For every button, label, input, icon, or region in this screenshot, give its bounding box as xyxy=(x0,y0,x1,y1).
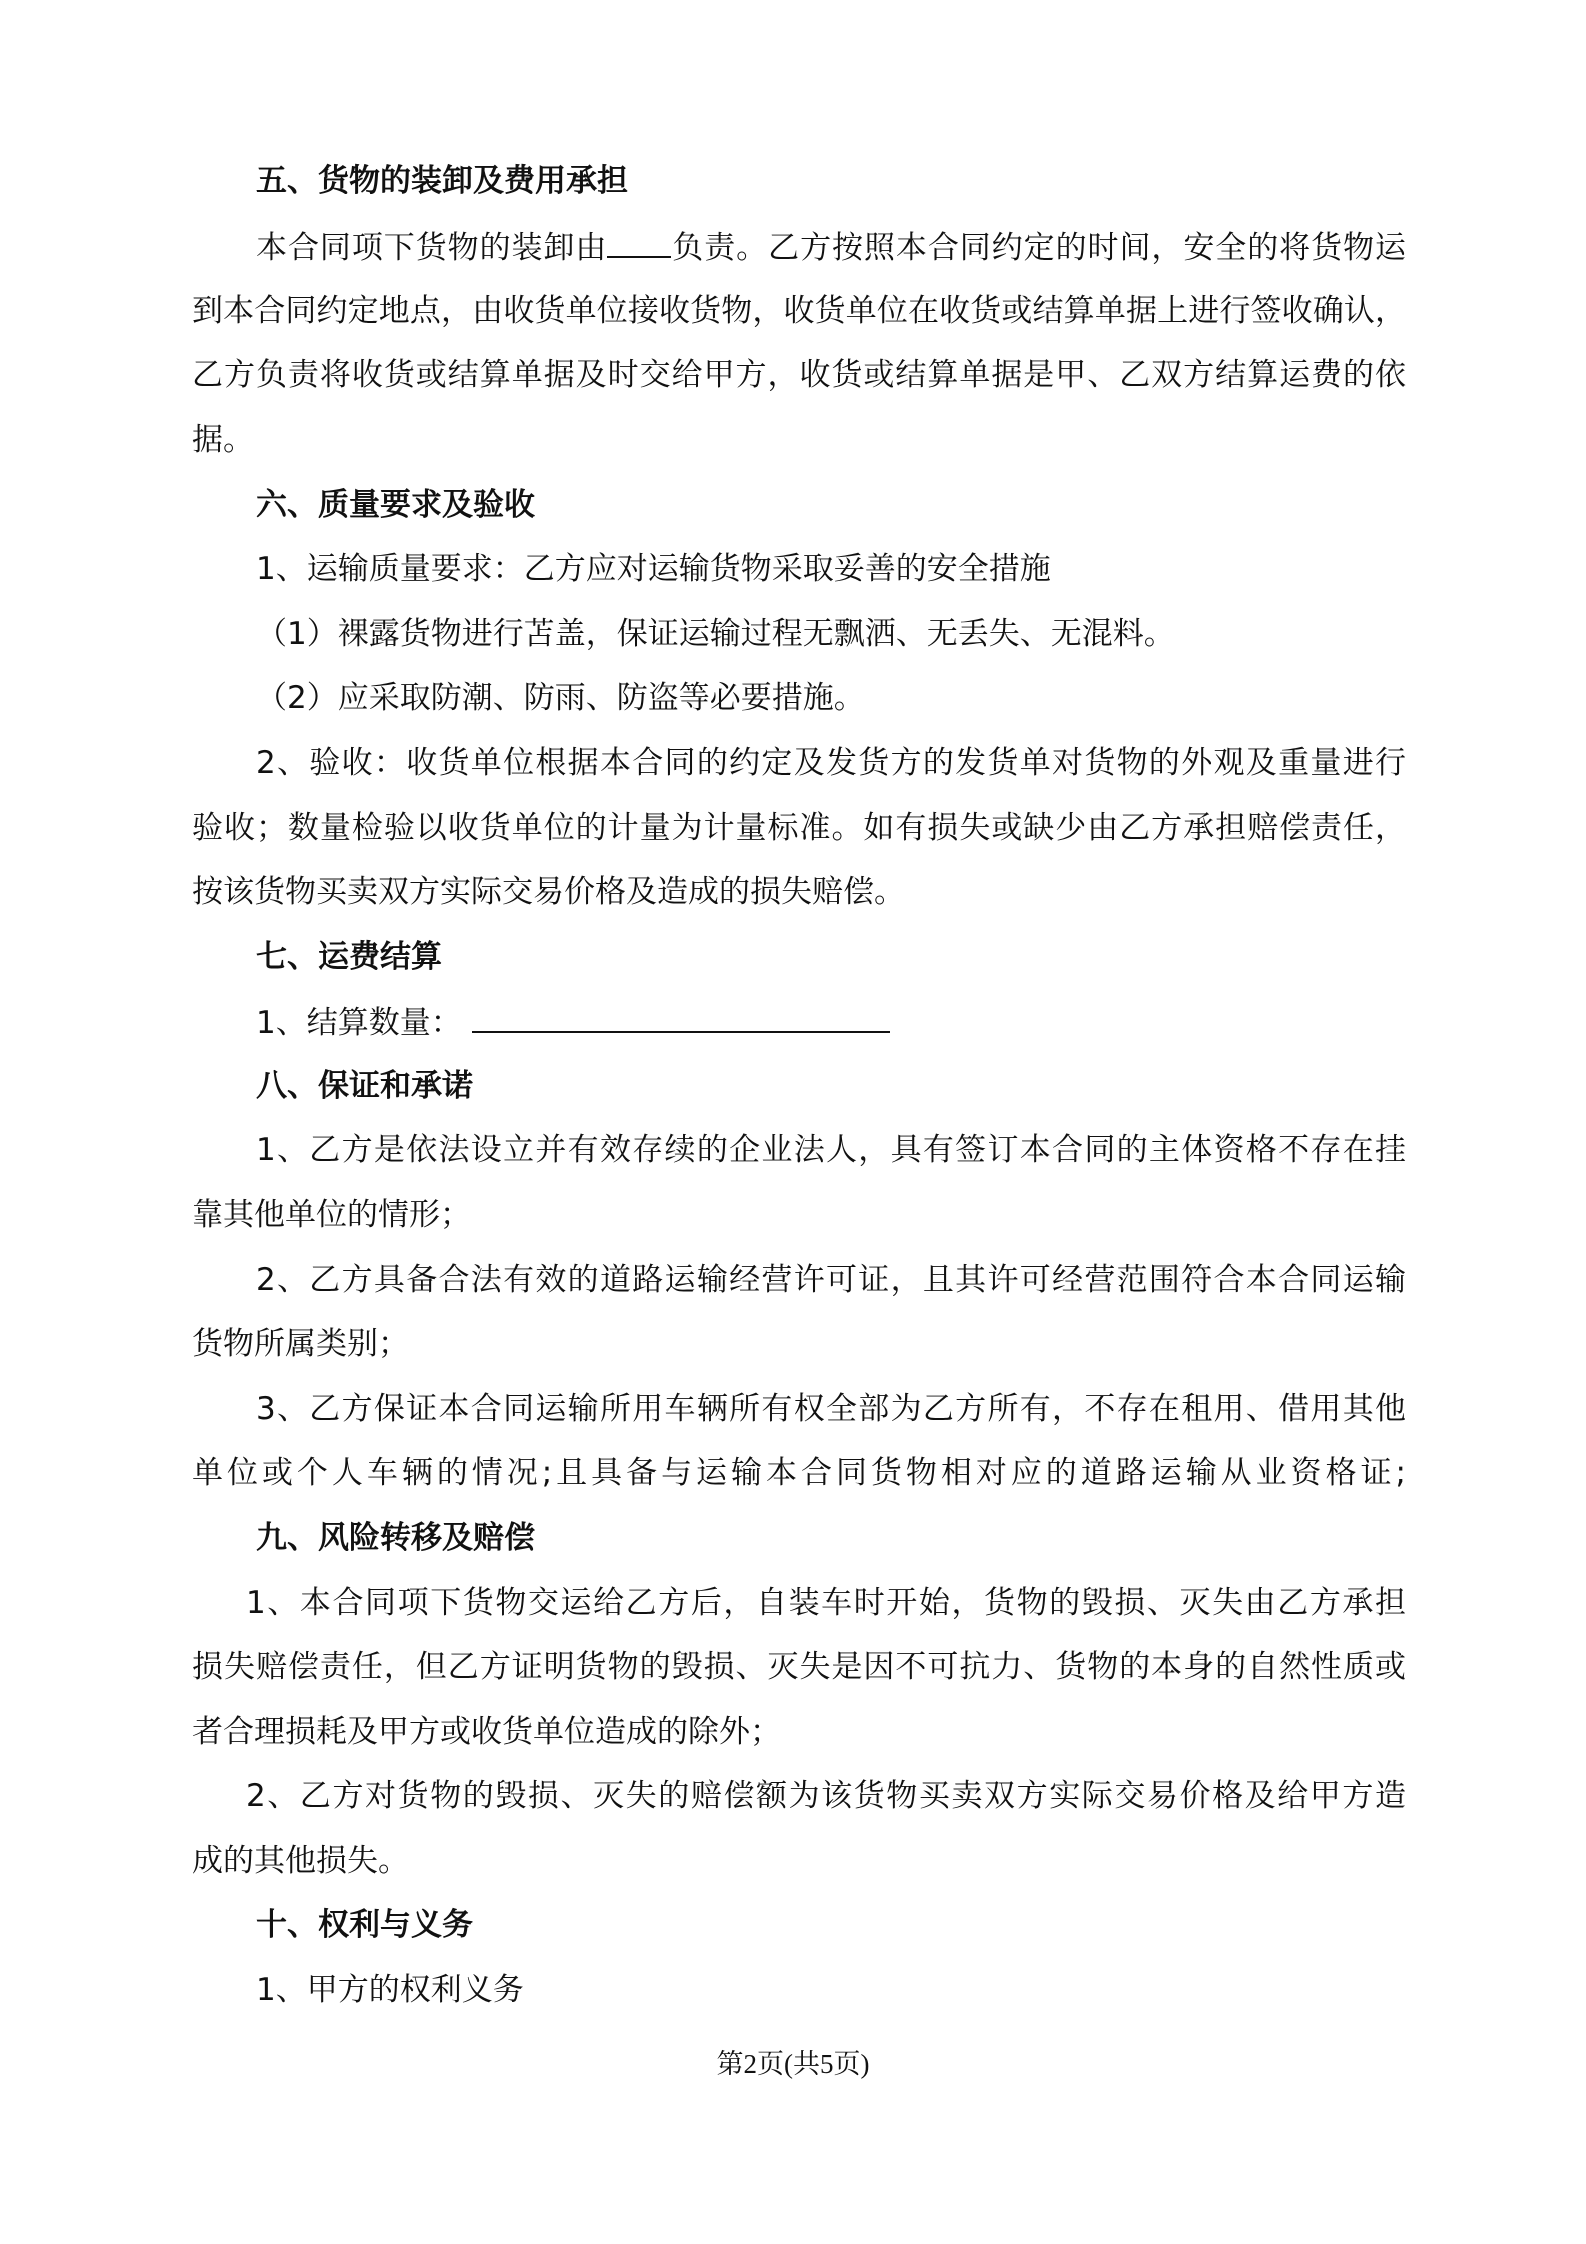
section-7-item-1: 1、结算数量： xyxy=(256,1001,890,1043)
section-8-heading: 八、保证和承诺 xyxy=(256,1068,473,1104)
section-9-heading: 九、风险转移及赔偿 xyxy=(256,1520,535,1556)
section-8-item-3-line-1: 3、乙方保证本合同运输所用车辆所有权全部为乙方所有，不存在租用、借用其他 xyxy=(256,1391,1406,1427)
section-5-paragraph-line-4: 据。 xyxy=(192,422,254,458)
section-5-paragraph-line-2: 到本合同约定地点，由收货单位接收货物，收货单位在收货或结算单据上进行签收确认， xyxy=(192,293,1406,329)
section-6-subitem-2: （2）应采取防潮、防雨、防盗等必要措施。 xyxy=(256,680,865,716)
section-9-item-2-line-1: 2、乙方对货物的毁损、灭失的赔偿额为该货物买卖双方实际交易价格及给甲方造 xyxy=(246,1778,1406,1814)
responsible-party-blank xyxy=(607,226,671,258)
section-9-item-1-line-3: 者合理损耗及甲方或收货单位造成的除外； xyxy=(192,1714,781,1750)
section-6-subitem-1: （1）裸露货物进行苫盖，保证运输过程无飘洒、无丢失、无混料。 xyxy=(256,616,1175,652)
section-10-item-1: 1、甲方的权利义务 xyxy=(256,1972,524,2008)
section-5-heading: 五、货物的装卸及费用承担 xyxy=(256,163,628,199)
section-8-item-1-line-1: 1、乙方是依法设立并有效存续的企业法人，具有签订本合同的主体资格不存在挂 xyxy=(256,1132,1406,1168)
section-6-item-2-line-1: 2、验收：收货单位根据本合同的约定及发货方的发货单对货物的外观及重量进行 xyxy=(256,745,1406,781)
section-6-item-1: 1、运输质量要求：乙方应对运输货物采取妥善的安全措施 xyxy=(256,551,1051,587)
section-6-item-2-line-3: 按该货物买卖双方实际交易价格及造成的损失赔偿。 xyxy=(192,874,905,910)
section-8-item-1-line-2: 靠其他单位的情形； xyxy=(192,1197,471,1233)
section-8-item-2-line-1: 2、乙方具备合法有效的道路运输经营许可证，且其许可经营范围符合本合同运输 xyxy=(256,1262,1406,1298)
section-9-item-2-line-2: 成的其他损失。 xyxy=(192,1843,409,1879)
section-8-item-2-line-2: 货物所属类别； xyxy=(192,1326,409,1362)
section-6-item-2-line-2: 验收；数量检验以收货单位的计量为计量标准。如有损失或缺少由乙方承担赔偿责任， xyxy=(192,810,1406,846)
section-6-heading: 六、质量要求及验收 xyxy=(256,487,535,523)
settlement-quantity-blank xyxy=(472,1001,890,1033)
section-7-heading: 七、运费结算 xyxy=(256,939,442,975)
section-5-paragraph-line-3: 乙方负责将收货或结算单据及时交给甲方，收货或结算单据是甲、乙双方结算运费的依 xyxy=(192,357,1406,393)
section-9-item-1-line-2: 损失赔偿责任，但乙方证明货物的毁损、灭失是因不可抗力、货物的本身的自然性质或 xyxy=(192,1649,1406,1685)
page-number-footer: 第2页(共5页) xyxy=(716,2049,870,2079)
section-10-heading: 十、权利与义务 xyxy=(256,1907,473,1943)
section-5-paragraph-line-1: 本合同项下货物的装卸由 负责。乙方按照本合同约定的时间，安全的将货物运 xyxy=(256,226,1406,268)
section-9-item-1-line-1: 1、本合同项下货物交运给乙方后，自装车时开始，货物的毁损、灭失由乙方承担 xyxy=(246,1585,1406,1621)
section-8-item-3-line-2: 单位或个人车辆的情况;且具备与运输本合同货物相对应的道路运输从业资格证; xyxy=(192,1455,1406,1491)
